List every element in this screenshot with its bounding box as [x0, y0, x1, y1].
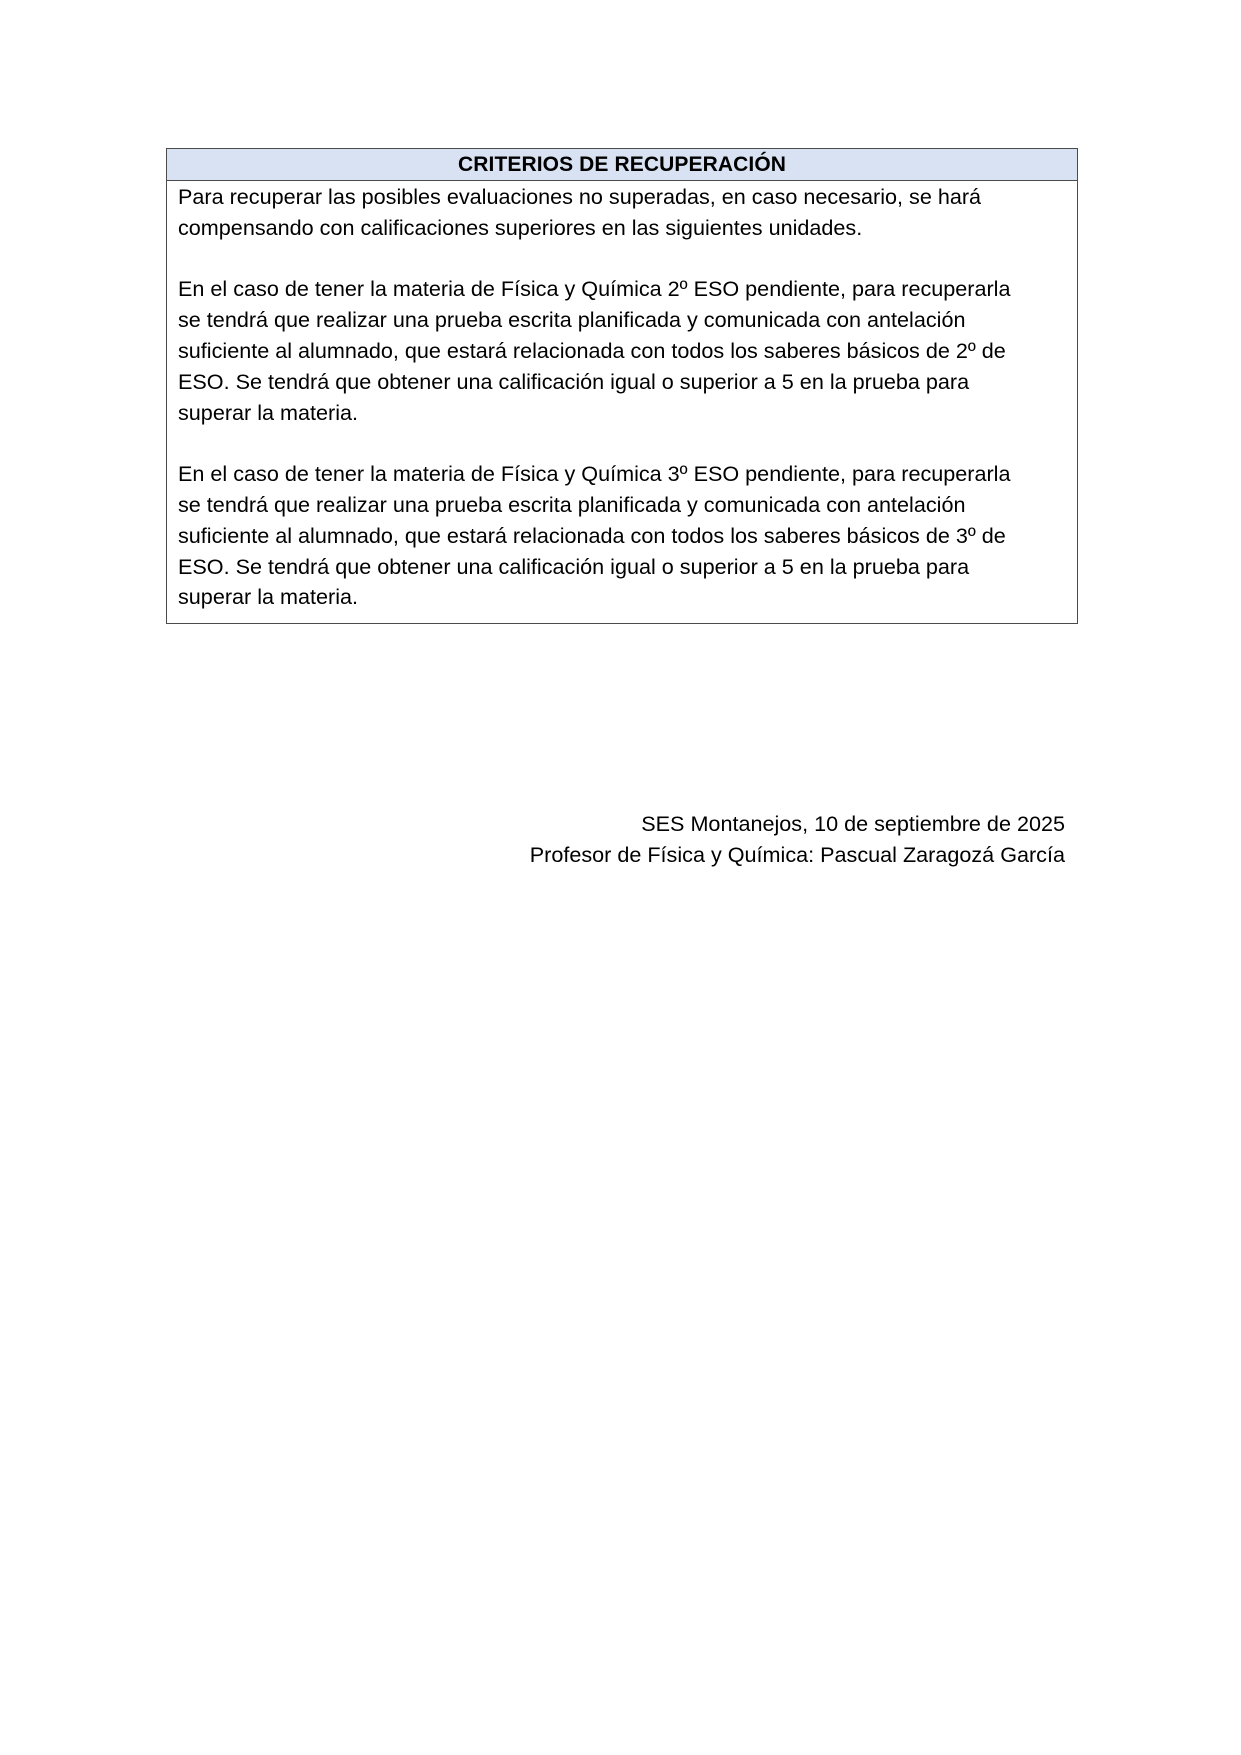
- text-line: superar la materia.: [178, 399, 359, 425]
- paragraph-pending-3eso: [178, 459, 1067, 613]
- recovery-criteria-table: [166, 148, 1078, 624]
- paragraph-pending-2eso: [178, 274, 1067, 428]
- text-line: suficiente al alumnado, que estará relacionada con todos los saberes básicos de 3º de: [178, 522, 1006, 548]
- paragraph-compensation: [178, 182, 1067, 244]
- text-line: ESO. Se tendrá que obtener una calificación igual o superior a 5 en la prueba para: [178, 368, 970, 394]
- text-line: superar la materia.: [178, 584, 359, 610]
- signature-block: [530, 808, 1065, 870]
- section-title: CRITERIOS DE RECUPERACIÓN: [167, 149, 1077, 181]
- text-line: compensando con calificaciones superiores en las siguientes unidades.: [178, 214, 863, 240]
- author-line: Profesor de Física y Química: Pascual Zaragozá García: [529, 842, 1065, 867]
- text-line: se tendrá que realizar una prueba escrita planificada y comunicada con antelación: [178, 307, 966, 333]
- text-line: suficiente al alumnado, que estará relacionada con todos los saberes básicos de 2º de: [178, 337, 1006, 363]
- place-date: SES Montanejos, 10 de septiembre de 2025: [641, 811, 1065, 836]
- text-line: En el caso de tener la materia de Física y Química 3º ESO pendiente, para recuperarla: [178, 461, 1011, 487]
- criteria-body: [167, 181, 1077, 623]
- text-line: En el caso de tener la materia de Física y Química 2º ESO pendiente, para recuperarla: [178, 276, 1011, 302]
- text-line: se tendrá que realizar una prueba escrita planificada y comunicada con antelación: [178, 491, 966, 517]
- text-line: ESO. Se tendrá que obtener una calificación igual o superior a 5 en la prueba para: [178, 553, 970, 579]
- text-line: Para recuperar las posibles evaluaciones no superadas, en caso necesario, se hará: [178, 184, 982, 209]
